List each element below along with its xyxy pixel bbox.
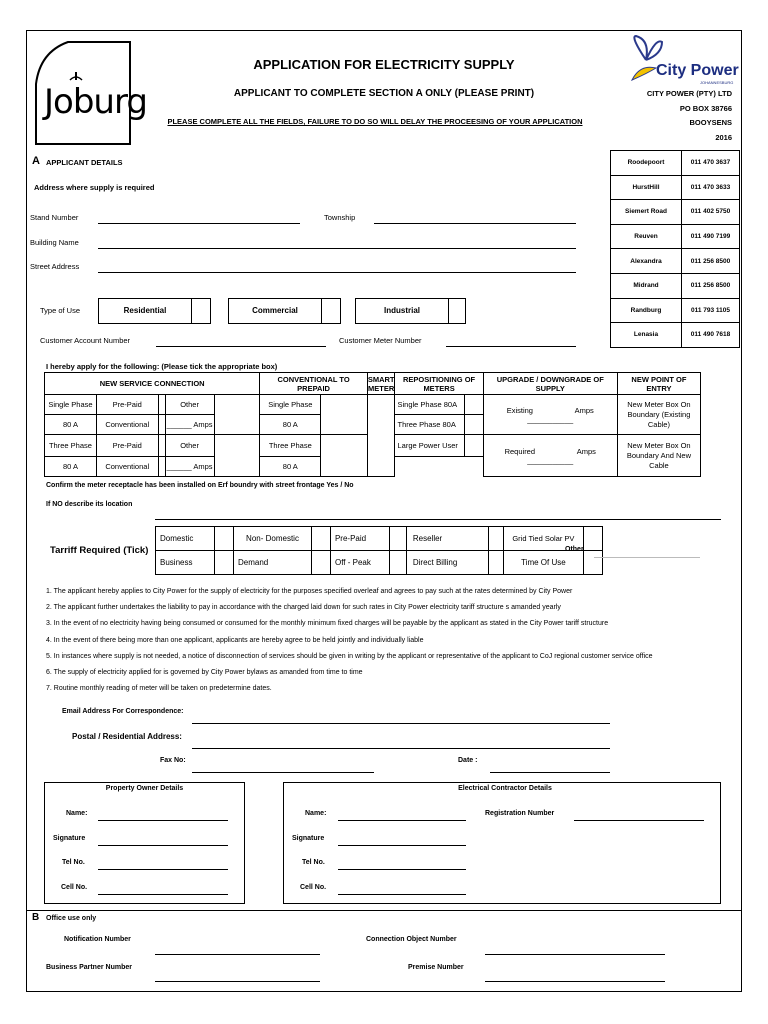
customer-account-label: Customer Account Number	[40, 336, 131, 345]
tariff-non-domestic-checkbox[interactable]	[312, 527, 331, 551]
depot-name: Roodepoort	[611, 151, 682, 176]
city-power-logo	[622, 34, 742, 90]
tariff-prepaid-checkbox[interactable]	[390, 527, 407, 551]
contractor-tel-field[interactable]	[338, 869, 466, 870]
tariff-grid-tied-checkbox[interactable]	[583, 527, 602, 551]
depot-phone: 011 793 1105	[682, 298, 740, 323]
office-use-label: Office use only	[46, 915, 97, 922]
existing-supply[interactable]	[483, 395, 617, 435]
section-a-letter: A	[32, 155, 40, 167]
applicant-details-heading: APPLICANT DETAILS	[46, 158, 123, 167]
depot-row	[611, 224, 740, 249]
connection-object-field[interactable]	[485, 954, 665, 955]
registration-field[interactable]	[574, 820, 704, 821]
customer-account-field[interactable]	[156, 346, 326, 347]
date-field[interactable]	[490, 772, 610, 773]
depot-row	[611, 151, 740, 176]
repos-three-checkbox[interactable]	[464, 415, 483, 435]
notification-field[interactable]	[155, 954, 320, 955]
depot-phone: 011 470 3637	[682, 151, 740, 176]
commercial-option: Commercial	[228, 298, 322, 324]
three-phase-label: Three Phase	[45, 435, 97, 457]
connection-object-label: Connection Object Number	[366, 936, 457, 943]
township-label: Township	[324, 213, 356, 222]
contractor-name-field[interactable]	[338, 820, 466, 821]
large-power-checkbox[interactable]	[464, 435, 483, 457]
commercial-checkbox[interactable]	[321, 298, 341, 324]
three-prepaid-checkbox[interactable]	[158, 435, 165, 457]
cp-single-phase-label: Single Phase	[260, 395, 321, 415]
tariff-reseller-checkbox[interactable]	[489, 527, 504, 551]
three-80a-label: 80 A	[45, 457, 97, 477]
depot-phone: 011 490 7199	[682, 224, 740, 249]
required-amps-label: Amps	[576, 446, 596, 456]
email-label: Email Address For Correspondence:	[62, 708, 184, 715]
single-conventional-checkbox[interactable]	[158, 415, 165, 435]
depot-phone: 011 470 3633	[682, 175, 740, 200]
required-blank: ___________	[527, 455, 574, 465]
cp-three-80a-label: 80 A	[260, 457, 321, 477]
single-prepaid-label: Pre-Paid	[96, 395, 158, 415]
company-code: 2016	[715, 133, 732, 142]
form-notice: PLEASE COMPLETE ALL THE FIELDS, FAILURE TO DO SO WILL DELAY THE PROCEESING OF YOUR APPLICATION	[167, 117, 583, 126]
smart-meter-header: SMART METER	[367, 374, 395, 393]
township-field[interactable]	[374, 223, 576, 224]
tariff-off-peak-label: Off - Peak	[330, 551, 389, 575]
owner-signature-field[interactable]	[98, 845, 228, 846]
term-item: 2. The applicant further undertakes the liability to pay in accordance with the charged laid down for such rates in City Power electricity tariff structure s amanded yearly	[46, 604, 561, 612]
three-conventional-label: Conventional	[96, 457, 158, 477]
tariff-time-of-use-label: Time Of Use	[503, 551, 583, 575]
single-amps-blank: ______ Amps	[165, 415, 214, 435]
three-conventional-checkbox[interactable]	[158, 457, 165, 477]
street-address-field[interactable]	[98, 272, 576, 273]
service-table	[44, 372, 701, 477]
contractor-cell-field[interactable]	[338, 894, 466, 895]
brand-sub: JOHANNESBURG	[700, 80, 734, 85]
contractor-signature-field[interactable]	[338, 845, 466, 846]
company-town: BOOYSENS	[689, 118, 732, 127]
depot-phone: 011 402 5750	[682, 200, 740, 225]
tariff-off-peak-checkbox[interactable]	[390, 551, 407, 575]
owner-name-label: Name:	[66, 810, 88, 817]
stand-number-field[interactable]	[98, 223, 300, 224]
logo-text: Joburg	[44, 82, 147, 122]
box-new-option: New Meter Box On Boundary And New Cable	[617, 435, 700, 477]
confirm-receptacle: Confirm the meter receptacle has been installed on Erf boundry with street frontage Yes / No	[46, 482, 354, 489]
depot-row	[611, 273, 740, 298]
repos-single-label: Single Phase 80A	[395, 395, 464, 415]
tariff-business-checkbox[interactable]	[215, 551, 234, 575]
section-b-divider	[26, 910, 742, 911]
form-title: APPLICATION FOR ELECTRICITY SUPPLY	[253, 57, 515, 72]
depot-row	[611, 200, 740, 225]
smart-meter-checkbox[interactable]	[367, 395, 395, 477]
depot-name: Lenasia	[611, 323, 682, 348]
street-address-label: Street Address	[30, 262, 80, 271]
cp-three-phase-label: Three Phase	[260, 435, 321, 457]
box-existing-option: New Meter Box On Boundary (Existing Cable)	[617, 395, 700, 435]
three-other-checkbox[interactable]	[214, 435, 260, 477]
contractor-signature-label: Signature	[292, 835, 325, 842]
repos-three-label: Three Phase 80A	[395, 415, 464, 435]
single-prepaid-checkbox[interactable]	[158, 395, 165, 415]
depot-table	[610, 150, 740, 348]
cp-single-checkbox[interactable]	[321, 395, 368, 435]
address-heading: Address where supply is required	[34, 183, 155, 192]
residential-option: Residential	[98, 298, 192, 324]
depot-row	[611, 323, 740, 348]
cp-three-checkbox[interactable]	[321, 435, 368, 477]
contractor-heading: Electrical Contractor Details	[458, 785, 552, 792]
email-field[interactable]	[192, 723, 610, 724]
cp-single-80a-label: 80 A	[260, 415, 321, 435]
contractor-cell-label: Cell No.	[300, 884, 327, 891]
single-conventional-label: Conventional	[96, 415, 158, 435]
registration-label: Registration Number	[485, 810, 555, 817]
single-other-label: Other	[165, 395, 214, 415]
depot-name: Alexandra	[611, 249, 682, 274]
tariff-prepaid-label: Pre-Paid	[330, 527, 389, 551]
owner-tel-field[interactable]	[98, 869, 228, 870]
contractor-tel-label: Tel No.	[302, 859, 325, 866]
three-prepaid-label: Pre-Paid	[96, 435, 158, 457]
premise-field[interactable]	[485, 981, 665, 982]
tariff-direct-billing-checkbox[interactable]	[489, 551, 504, 575]
industrial-option: Industrial	[355, 298, 449, 324]
depot-name: Randburg	[611, 298, 682, 323]
term-item: 5. In instances where supply is not needed, a notice of disconnection of services should be given in writing by the applicant or representative of the applicant to CoJ regional customer service office	[46, 652, 653, 660]
depot-name: Reuven	[611, 224, 682, 249]
three-other-label: Other	[165, 435, 214, 457]
depot-phone: 011 490 7618	[682, 323, 740, 348]
depot-phone: 011 256 8500	[682, 249, 740, 274]
new-service-header: NEW SERVICE CONNECTION	[45, 373, 260, 395]
owner-cell-field[interactable]	[98, 894, 228, 895]
tariff-reseller-label: Reseller	[406, 527, 488, 551]
section-b-letter: B	[32, 912, 40, 923]
apply-intro: I hereby apply for the following: (Please tick the appropriate box)	[46, 362, 278, 371]
single-phase-label: Single Phase	[45, 395, 97, 415]
building-name-field[interactable]	[98, 248, 576, 249]
term-item: 1. The applicant hereby applies to City Power for the supply of electricity for the purposes specified overleaf and agrees to pay such at the rates determined by City Power	[46, 588, 573, 595]
tariff-time-of-use-checkbox[interactable]	[583, 551, 602, 575]
if-no-label: If NO describe its location	[46, 501, 133, 508]
postal-field[interactable]	[192, 748, 610, 749]
tariff-grid-tied-label: Grid Tied Solar PV	[503, 527, 583, 551]
owner-tel-label: Tel No.	[62, 859, 85, 866]
existing-blank: ___________	[527, 414, 574, 424]
depot-name: Midrand	[611, 273, 682, 298]
large-power-label: Large Power User	[395, 435, 464, 457]
term-item: 7. Routine monthly reading of meter will be taken on predetermine dates.	[46, 685, 272, 693]
term-item: 4. In the event of there being more than one applicant, applicants are hereby agree to be held jointly and individually liable	[46, 636, 424, 644]
tariff-direct-billing-label: Direct Billing	[406, 551, 488, 575]
three-amps-blank: ______ Amps	[165, 457, 214, 477]
depot-row	[611, 298, 740, 323]
joburg-logo	[32, 36, 147, 148]
depot-name: HurstHill	[611, 175, 682, 200]
industrial-checkbox[interactable]	[448, 298, 466, 324]
tariff-label: Tarriff Required (Tick)	[50, 545, 149, 556]
company-po-box: PO BOX 38766	[679, 104, 732, 113]
upgrade-header: UPGRADE / DOWNGRADE OF SUPPLY	[483, 373, 617, 395]
required-supply[interactable]	[483, 435, 617, 477]
depot-phone: 011 256 8500	[682, 273, 740, 298]
tariff-domestic-checkbox[interactable]	[215, 527, 234, 551]
business-partner-label: Business Partner Number	[46, 964, 132, 971]
business-partner-field[interactable]	[155, 981, 320, 982]
customer-meter-field[interactable]	[446, 346, 576, 347]
owner-cell-label: Cell No.	[61, 884, 88, 891]
customer-meter-label: Customer Meter Number	[339, 336, 422, 345]
tariff-other-field[interactable]	[594, 557, 700, 558]
term-item: 6. The supply of electricity applied for is governed by City Power bylaws as amanded from time to time	[46, 669, 363, 676]
conventional-prepaid-header: CONVENTIONAL TO PREPAID	[260, 373, 368, 395]
stand-number-label: Stand Number	[30, 213, 79, 222]
term-item: 3. In the event of no electricity having being consumed or consumed for the monthly minimum fixed charges will be payable by the applicant as stated in the City Power tariff structure	[46, 620, 609, 628]
repos-single-checkbox[interactable]	[464, 395, 483, 415]
required-label: Required	[504, 446, 536, 456]
existing-amps-label: Amps	[574, 405, 594, 415]
owner-name-field[interactable]	[98, 820, 228, 821]
tariff-other-label: Other	[565, 546, 584, 553]
contractor-name-label: Name:	[305, 810, 327, 817]
tariff-table	[155, 526, 603, 575]
premise-label: Premise Number	[408, 964, 464, 971]
date-label: Date :	[458, 757, 478, 764]
contractor-box	[283, 782, 721, 904]
tariff-domestic-label: Domestic	[156, 527, 215, 551]
depot-row	[611, 249, 740, 274]
depot-row	[611, 175, 740, 200]
tariff-demand-checkbox[interactable]	[312, 551, 331, 575]
tariff-business-label: Business	[156, 551, 215, 575]
tariff-demand-label: Demand	[234, 551, 312, 575]
brand-name: City Power	[656, 62, 739, 79]
new-point-header: NEW POINT OF ENTRY	[617, 373, 700, 395]
form-subtitle: APPLICANT TO COMPLETE SECTION A ONLY (PLEASE PRINT)	[233, 88, 535, 99]
residential-checkbox[interactable]	[191, 298, 211, 324]
fax-label: Fax No:	[160, 757, 186, 764]
location-field[interactable]	[155, 519, 721, 520]
single-other-checkbox[interactable]	[214, 395, 260, 435]
type-of-use-label: Type of Use	[40, 306, 81, 315]
company-name: CITY POWER (PTY) LTD	[646, 89, 732, 98]
owner-heading: Property Owner Details	[105, 785, 184, 792]
tariff-non-domestic-label: Non- Domestic	[234, 527, 312, 551]
single-80a-label: 80 A	[45, 415, 97, 435]
existing-label: Existing	[506, 405, 533, 415]
owner-signature-label: Signature	[53, 835, 86, 842]
building-name-label: Building Name	[30, 238, 79, 247]
repositioning-header: REPOSITIONING OF METERS	[395, 373, 483, 395]
depot-name: Siemert Road	[611, 200, 682, 225]
postal-label: Postal / Residential Address:	[72, 732, 182, 741]
notification-label: Notification Number	[64, 936, 131, 943]
fax-field[interactable]	[192, 772, 374, 773]
